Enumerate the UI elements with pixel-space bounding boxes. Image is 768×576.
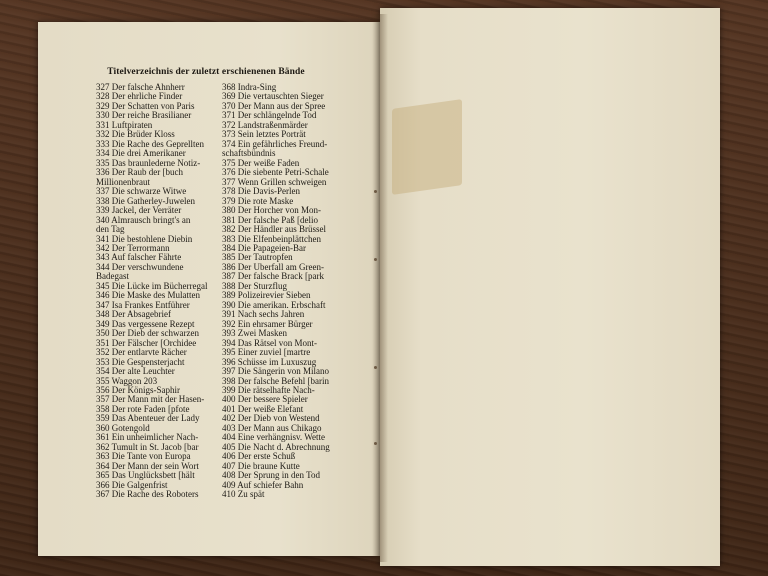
title-entry: 338 Die Gatherley-Juwelen: [96, 196, 195, 206]
title-entry: 357 Der Mann mit der Hasen-: [96, 395, 205, 405]
title-entry: 346 Die Maske des Mulatten: [96, 291, 200, 301]
title-entry: 400 Der bessere Spieler: [222, 395, 308, 405]
title-entry: 389 Polizeirevier Sieben: [222, 291, 311, 301]
title-entry: 402 Der Dieb von Westend: [222, 414, 320, 424]
title-entry: 370 Der Mann aus der Spree: [222, 101, 326, 111]
title-entry: 334 Die drei Amerikaner: [96, 149, 186, 159]
title-entry: 336 Der Raub der [buch: [96, 168, 183, 178]
title-entry: 385 Der Tautropfen: [222, 253, 293, 263]
title-entry: 337 Die schwarze Witwe: [96, 187, 187, 197]
title-entry: 408 Der Sprung in den Tod: [222, 471, 320, 481]
title-entry: schaftsbündnis: [222, 149, 276, 159]
title-entry: 368 Indra-Sing: [222, 83, 277, 92]
title-entry: 355 Waggon 203: [96, 376, 158, 386]
page-title: Titelverzeichnis der zuletzt erschienenen Bände: [107, 67, 305, 77]
title-entry: 405 Die Nacht d. Abrechnung: [222, 442, 330, 452]
title-entry: 372 Landstraßenmärder: [222, 120, 308, 130]
title-entry: 373 Sein letztes Porträt: [222, 130, 306, 140]
title-entry: 394 Das Rätsel von Mont-: [222, 338, 317, 348]
title-entry: 401 Der weiße Elefant: [222, 404, 304, 414]
title-entry: 410 Zu spät: [222, 490, 265, 500]
title-entry: 360 Gotengold: [96, 423, 150, 433]
title-entry: 327 Der falsche Ahnherr: [96, 83, 185, 92]
binding-hole: [374, 190, 377, 193]
title-entry: 332 Die Brüder Kloss: [96, 130, 175, 140]
title-entry: 377 Wenn Grillen schweigen: [222, 177, 327, 187]
title-entry: 350 Der Dieb der schwarzen: [96, 329, 199, 339]
title-entry: 403 Der Mann aus Chikago: [222, 423, 322, 433]
title-entry: 339 Jackel, der Verräter: [96, 206, 182, 216]
title-entry: 374 Ein gefährliches Freund-: [222, 139, 328, 149]
title-entry: 379 Die rote Maske: [222, 196, 294, 206]
title-entry: 398 Der falsche Befehl [barin: [222, 376, 329, 386]
title-entry: 353 Die Gespensterjacht: [96, 357, 185, 367]
title-entry: 343 Auf falscher Fährte: [96, 253, 182, 263]
title-entry: 375 Der weiße Faden: [222, 158, 300, 168]
title-entry: 359 Das Abenteuer der Lady: [96, 414, 200, 424]
title-entry: 361 Ein unheimlicher Nach-: [96, 433, 199, 443]
title-entry: 376 Die siebente Petri-Schale: [222, 168, 329, 178]
title-entry: 340 Almrausch bringt's an: [96, 215, 191, 225]
title-entry: 378 Die Davis-Perlen: [222, 187, 300, 197]
title-entry: 390 Die amerikan. Erbschaft: [222, 300, 326, 310]
title-entry: 387 Der falsche Brack [park: [222, 272, 324, 282]
title-entry: 351 Der Fälscher [Orchidee: [96, 338, 197, 348]
title-entry: 344 Der verschwundene: [96, 262, 184, 272]
paper-stain: [392, 99, 462, 195]
title-entry: 347 Isa Frankes Entführer: [96, 300, 190, 310]
title-entry: 399 Die rätselhafte Nach-: [222, 386, 315, 395]
title-list-right: [222, 83, 350, 500]
title-entry: 371 Der schlängelnde Tod: [222, 111, 317, 121]
title-entry: 406 Der erste Schuß: [222, 452, 296, 462]
title-entry: 331 Luftpiraten: [96, 120, 153, 130]
title-entry: 345 Die Lücke im Bücherregal: [96, 281, 208, 291]
title-entry: 407 Die braune Kutte: [222, 461, 300, 471]
title-entry: 388 Der Sturzflug: [222, 281, 287, 291]
title-entry: 348 Der Absagebrief: [96, 310, 171, 320]
title-entry: 396 Schüsse im Luxuszug: [222, 357, 317, 367]
title-entry: 393 Zwei Masken: [222, 329, 287, 339]
title-entry: 391 Nach sechs Jahren: [222, 310, 305, 320]
title-entry: 363 Die Tante von Europa: [96, 452, 191, 462]
title-list-left: [96, 83, 224, 500]
title-entry: 369 Die vertauschten Sieger: [222, 92, 324, 102]
title-entry: 392 Ein ehrsamer Bürger: [222, 319, 313, 329]
title-entry: Millionenbraut: [96, 177, 150, 187]
title-entry: 367 Die Rache des Roboters: [96, 490, 199, 500]
title-entry: 342 Der Terrormann: [96, 243, 170, 253]
title-entry: 329 Der Schatten von Paris: [96, 101, 195, 111]
title-entry: Badegast: [96, 272, 129, 282]
title-entry: 364 Der Mann der sein Wort: [96, 461, 199, 471]
title-entry: 383 Die Elfenbeinplättchen: [222, 234, 321, 244]
title-entry: 409 Auf schiefer Bahn: [222, 480, 304, 490]
right-page: [380, 8, 720, 566]
binding-hole: [374, 442, 377, 445]
binding-hole: [374, 258, 377, 261]
title-entry: 397 Die Sängerin von Milano: [222, 367, 329, 377]
title-entry: 384 Die Papageien-Bar: [222, 243, 306, 253]
title-entry: 365 Das Unglücksbett [hält: [96, 471, 195, 481]
title-entry: 382 Der Händler aus Brüssel: [222, 225, 326, 235]
title-entry: 380 Der Horcher von Mon-: [222, 206, 321, 216]
title-entry: 352 Der entlarvte Rächer: [96, 348, 187, 358]
title-entry: 381 Der falsche Paß [delio: [222, 215, 318, 225]
book-gutter: [372, 14, 388, 562]
title-entry: 330 Der reiche Brasilianer: [96, 111, 192, 121]
title-entry: 333 Die Rache des Geprellten: [96, 139, 204, 149]
title-entry: 354 Der alte Leuchter: [96, 367, 175, 377]
title-entry: 404 Eine verhängnisv. Wette: [222, 433, 325, 443]
title-entry: 349 Das vergessene Rezept: [96, 319, 195, 329]
title-entry: 335 Das braunlederne Notiz-: [96, 158, 201, 168]
title-entry: den Tag: [96, 225, 125, 235]
title-entry: 341 Die bestohlene Diebin: [96, 234, 193, 244]
title-entry: 386 Der Überfall am Green-: [222, 262, 324, 272]
title-entry: 358 Der rote Faden [pfote: [96, 404, 190, 414]
binding-hole: [374, 366, 377, 369]
title-entry: 366 Die Galgenfrist: [96, 480, 168, 490]
title-entry: 328 Der ehrliche Finder: [96, 92, 183, 102]
title-entry: 362 Tumult in St. Jacob [bar: [96, 442, 199, 452]
title-entry: 395 Einer zuviel [martre: [222, 348, 311, 358]
title-entry: 356 Der Königs-Saphir: [96, 386, 180, 395]
